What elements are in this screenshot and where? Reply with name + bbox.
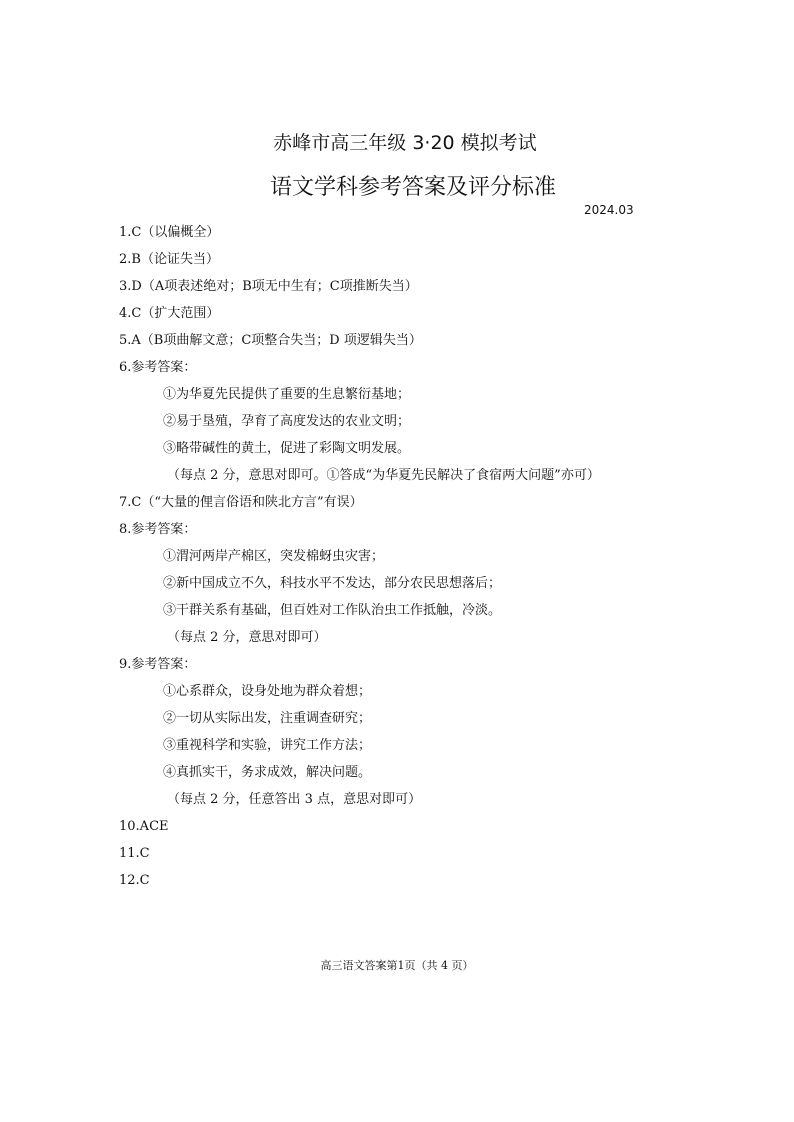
answer-q9-point: ③重视科学和实验，讲究工作方法；: [163, 738, 372, 753]
answer-q6-point: ③略带碱性的黄土，促进了彩陶文明发展。: [163, 441, 411, 456]
answer-q8-heading: 8.参考答案：: [119, 522, 197, 537]
answer-list: [119, 219, 679, 894]
answer-q9-point: ④真抓实干，务求成效，解决问题。: [163, 765, 372, 780]
answer-q4: 4.C（扩大范围）: [119, 306, 220, 321]
answer-q8-point: ③干群关系有基础，但百姓对工作队治虫工作抵触，冷淡。: [163, 603, 502, 618]
document-date: 2024.03: [584, 203, 634, 217]
answer-q9-point: ②一切从实际出发，注重调查研究；: [163, 711, 372, 726]
answer-q8-point: ②新中国成立不久，科技水平不发达，部分农民思想落后；: [163, 576, 502, 591]
answer-q7: 7.C（“大量的俚言俗语和陕北方言”有误）: [119, 495, 363, 510]
answer-q3: 3.D（A项表述绝对；B项无中生有；C项推断失当）: [119, 279, 418, 294]
answer-q11: 11.C: [119, 846, 150, 861]
answer-q5: 5.A（B项曲解文意；C项整合失当；D 项逻辑失当）: [119, 333, 422, 348]
answer-q6-scoring-note: （每点 2 分，意思对即可。①答成“为华夏先民解决了食宿两大问题”亦可）: [167, 468, 600, 483]
answer-q9-point: ①心系群众，设身处地为群众着想；: [163, 684, 372, 699]
answer-q8-point: ①渭河两岸产棉区，突发棉蚜虫灾害；: [163, 549, 385, 564]
answer-q9-heading: 9.参考答案：: [119, 657, 197, 672]
answer-q9-scoring-note: （每点 2 分，任意答出 3 点，意思对即可）: [167, 792, 422, 807]
document-title: 语文学科参考答案及评分标准: [269, 175, 556, 200]
answer-q6-heading: 6.参考答案：: [119, 360, 197, 375]
answer-q6-point: ②易于垦殖，孕育了高度发达的农业文明；: [163, 414, 411, 429]
answer-q2: 2.B（论证失当）: [119, 252, 219, 267]
answer-q6-point: ①为华夏先民提供了重要的生息繁衍基地；: [163, 387, 411, 402]
exam-title: 赤峰市高三年级 3·20 模拟考试: [273, 132, 537, 154]
answer-q12: 12.C: [119, 873, 150, 888]
answer-q10: 10.ACE: [119, 819, 169, 834]
page-footer: 高三语文答案第1页（共 4 页）: [320, 959, 474, 972]
answer-q1: 1.C（以偏概全）: [119, 225, 220, 240]
answer-q8-scoring-note: （每点 2 分，意思对即可）: [167, 630, 327, 645]
